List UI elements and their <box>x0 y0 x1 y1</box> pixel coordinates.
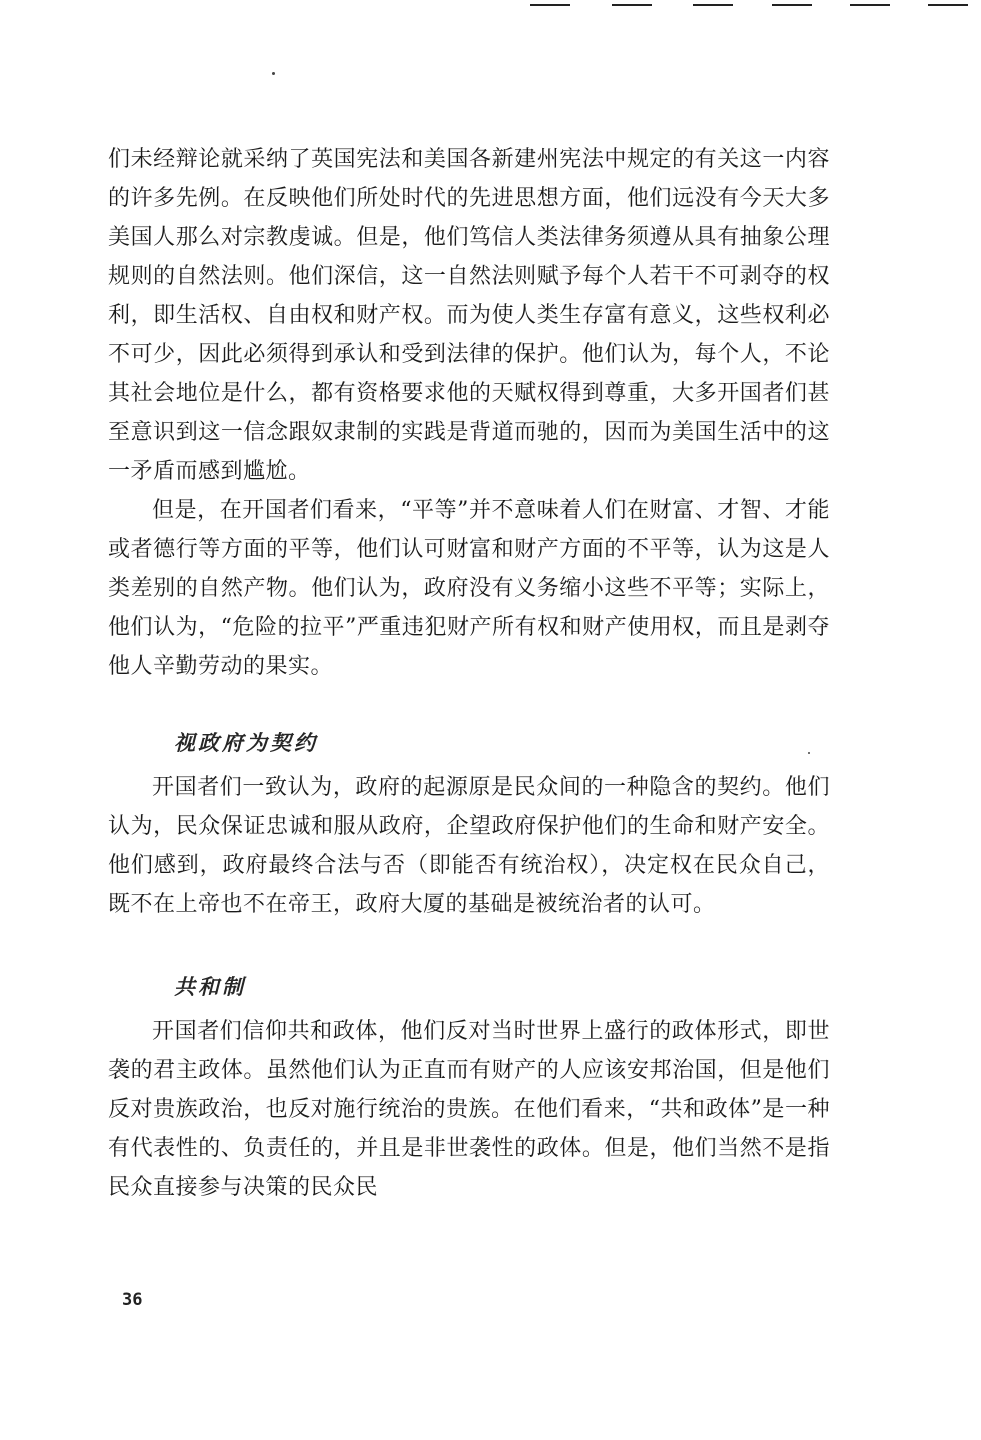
section-heading-contract: 视政府为契约 <box>174 730 318 755</box>
section-heading-republic: 共和制 <box>174 974 246 999</box>
top-rule-mark <box>772 4 812 6</box>
section-contract-paragraph: 开国者们一致认为，政府的起源原是民众间的一种隐含的契约。他们认为，民众保证忠诚和服从政府，企望政府保护他们的生命和财产安全。他们感到，政府最终合法与否（即能否有统治权），决定权在民众自己，既不在上帝也不在帝王，政府大厦的基础是被统治者的认可。 <box>108 775 830 917</box>
top-edge-rules <box>0 0 981 12</box>
section-republic-paragraph: 开国者们信仰共和政体，他们反对当时世界上盛行的政体形式，即世袭的君主政体。虽然他们认为正直而有财产的人应该安邦治国，但是他们反对贵族政治，也反对施行统治的贵族。在他们看来，“共和政体”是一种有代表性的、负责任的，并且是非世袭性的政体。但是，他们当然不是指民众直接参与决策的民众民 <box>108 1019 830 1200</box>
top-rule-mark <box>612 4 652 6</box>
top-rule-mark <box>693 4 733 6</box>
scan-speck <box>272 72 275 75</box>
body-paragraph-2: 但是，在开国者们看来，“平等”并不意味着人们在财富、才智、才能或者德行等方面的平等，他们认可财富和财产方面的不平等，认为这是人类差别的自然产物。他们认为，政府没有义务缩小这些不平等；实际上，他们认为，“危险的拉平”严重违犯财产所有权和财产使用权，而且是剥夺他人辛勤劳动的果实。 <box>108 498 830 679</box>
top-rule-mark <box>530 4 570 6</box>
page-number: 36 <box>122 1290 143 1310</box>
page-body <box>108 140 830 1207</box>
top-rule-mark <box>850 4 890 6</box>
top-rule-mark <box>928 4 968 6</box>
body-paragraph-1: 们未经辩论就采纳了英国宪法和美国各新建州宪法中规定的有关这一内容的许多先例。在反映他们所处时代的先进思想方面，他们远没有今天大多美国人那么对宗教虔诚。但是，他们笃信人类法律务须遵从具有抽象公理规则的自然法则。他们深信，这一自然法则赋予每个人若干不可剥夺的权利，即生活权、自由权和财产权。而为使人类生存富有意义，这些权利必不可少，因此必须得到承认和受到法律的保护。他们认为，每个人，不论其社会地位是什么，都有资格要求他的天赋权得到尊重，大多开国者们甚至意识到这一信念跟奴隶制的实践是背道而驰的，因而为美国生活中的这一矛盾而感到尴尬。 <box>108 147 830 484</box>
